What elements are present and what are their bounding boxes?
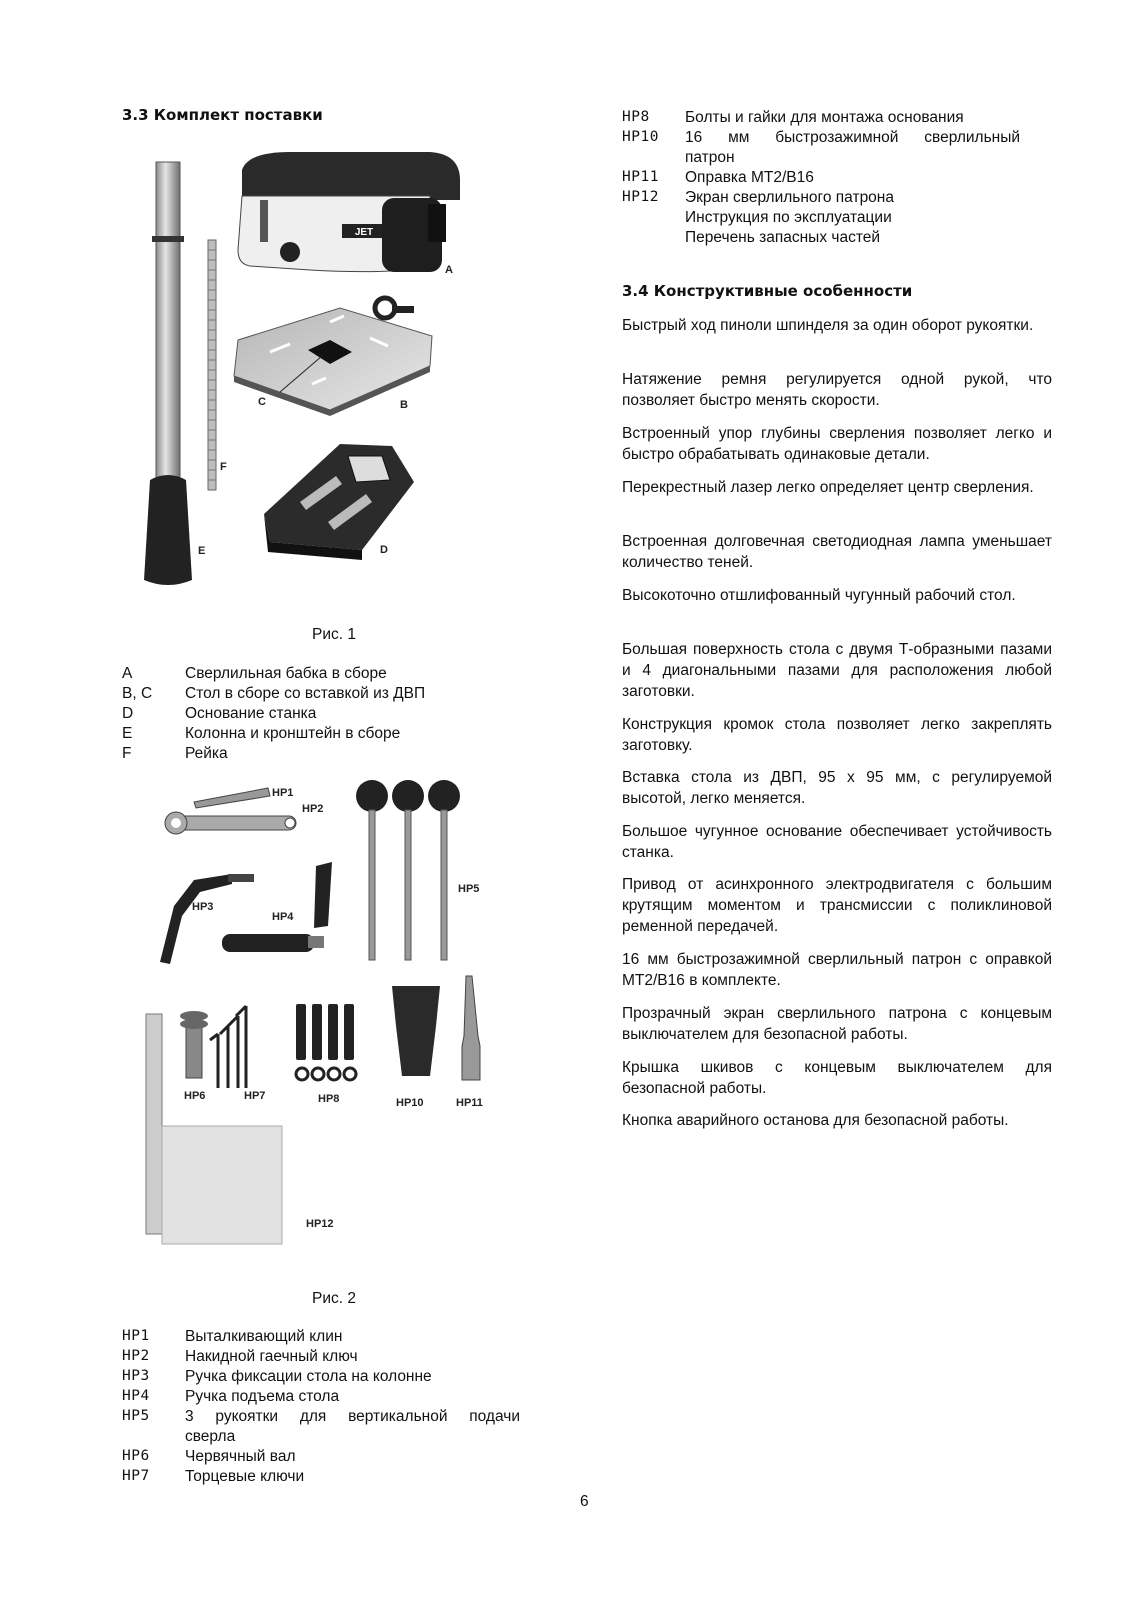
hp12-chuck-shield bbox=[146, 1014, 282, 1244]
label-a: A bbox=[445, 264, 453, 276]
legend-desc: Ручка фиксации стола на колонне bbox=[185, 1368, 432, 1385]
hp11-arbor bbox=[462, 976, 480, 1080]
feature-paragraph: Встроенный упор глубины сверления позволяет легко и быстро обрабатывать одинаковые детали. bbox=[622, 425, 1052, 463]
hp7-hex-keys bbox=[210, 1006, 246, 1088]
svg-text:HP1: HP1 bbox=[272, 787, 294, 799]
feature-paragraph: 16 мм быстрозажимной сверлильный патрон с оправкой МТ2/B16 в комплекте. bbox=[622, 951, 1052, 989]
legend-desc: Червячный вал bbox=[185, 1448, 296, 1465]
jet-brand-label: JET bbox=[354, 227, 374, 238]
svg-text:HP3: HP3 bbox=[192, 901, 214, 913]
drill-head-a bbox=[238, 152, 460, 276]
list-code: HP10 bbox=[622, 129, 659, 145]
svg-text:HP7: HP7 bbox=[244, 1090, 266, 1102]
figure-2-caption: Рис. 2 bbox=[312, 1290, 356, 1307]
feature-paragraph: Прозрачный экран сверлильного патрона с концевым выключателем для безопасной работы. bbox=[622, 1005, 1052, 1043]
legend-code: HP3 bbox=[122, 1368, 150, 1384]
list-desc-cont: патрон bbox=[685, 149, 735, 166]
list-desc: Перечень запасных частей bbox=[685, 229, 881, 246]
legend-code: HP4 bbox=[122, 1388, 150, 1404]
list-code: HP8 bbox=[622, 109, 650, 125]
list-code: HP12 bbox=[622, 189, 659, 205]
list-desc: Болты и гайки для монтажа основания bbox=[685, 109, 964, 126]
figure-2-accessories bbox=[140, 776, 520, 1264]
feature-paragraph: Конструкция кромок стола позволяет легко закреплять заготовку. bbox=[622, 716, 1052, 754]
legend-code: HP5 bbox=[122, 1408, 150, 1424]
legend-desc: Колонна и кронштейн в сборе bbox=[185, 725, 401, 742]
feature-paragraph: Крышка шкивов с концевым выключателем для безопасной работы. bbox=[622, 1059, 1052, 1097]
svg-text:HP10: HP10 bbox=[396, 1097, 424, 1109]
column-e bbox=[144, 162, 192, 585]
legend-desc: Стол в сборе со вставкой из ДВП bbox=[185, 685, 426, 702]
section-3-4-title: 3.4 Конструктивные особенности bbox=[622, 282, 913, 300]
hp6-worm-shaft bbox=[180, 1011, 208, 1078]
legend-desc: Накидной гаечный ключ bbox=[185, 1348, 358, 1365]
section-3-3-title: 3.3 Комплект поставки bbox=[122, 106, 323, 124]
legend-code: HP1 bbox=[122, 1328, 150, 1344]
hp10-keyless-chuck bbox=[392, 986, 440, 1076]
legend-desc: Рейка bbox=[185, 745, 228, 762]
figure-2-legend bbox=[122, 1327, 522, 1487]
legend-code: D bbox=[122, 705, 134, 722]
label-c: C bbox=[258, 396, 266, 408]
legend-desc: 3 рукоятки для вертикальной подачи bbox=[185, 1408, 520, 1425]
feature-paragraph: Встроенная долговечная светодиодная лампа уменьшает количество теней. bbox=[622, 533, 1052, 571]
label-f: F bbox=[220, 461, 227, 473]
svg-text:HP8: HP8 bbox=[318, 1093, 340, 1105]
table-b bbox=[234, 298, 432, 416]
svg-text:HP4: HP4 bbox=[272, 911, 294, 923]
figure-1-legend bbox=[122, 664, 522, 764]
base-d bbox=[264, 444, 414, 560]
hp8-bolts-and-nuts bbox=[296, 1004, 356, 1080]
feature-paragraph: Кнопка аварийного останова для безопасной работы. bbox=[622, 1112, 1009, 1129]
feature-paragraph: Привод от асинхронного электродвигателя с большим крутящим моментом и трансмиссии с поликлиновой ременной передачей. bbox=[622, 876, 1052, 935]
feature-paragraph: Перекрестный лазер легко определяет центр сверления. bbox=[622, 479, 1034, 496]
feature-paragraph: Натяжение ремня регулируется одной рукой, что позволяет быстро менять скорости. bbox=[622, 371, 1052, 409]
legend-desc: Торцевые ключи bbox=[185, 1468, 305, 1485]
label-d: D bbox=[380, 544, 388, 556]
list-desc: Экран сверлильного патрона bbox=[685, 189, 894, 206]
list-desc: 16 мм быстрозажимной сверлильный bbox=[685, 129, 1020, 146]
legend-code: HP7 bbox=[122, 1468, 150, 1484]
figure-1-caption: Рис. 1 bbox=[312, 626, 356, 643]
svg-text:HP5: HP5 bbox=[458, 883, 480, 895]
legend-code: E bbox=[122, 725, 133, 742]
svg-text:HP6: HP6 bbox=[184, 1090, 206, 1102]
hp1-drift-wedge bbox=[194, 788, 270, 808]
svg-text:HP2: HP2 bbox=[302, 803, 324, 815]
list-code: HP11 bbox=[622, 169, 659, 185]
legend-code: HP6 bbox=[122, 1448, 150, 1464]
rack-f bbox=[208, 240, 216, 490]
accessory-list-continued bbox=[622, 108, 1052, 246]
list-desc: Оправка МТ2/B16 bbox=[685, 169, 814, 186]
svg-text:HP11: HP11 bbox=[456, 1097, 483, 1109]
legend-code: F bbox=[122, 745, 132, 762]
hp3-locking-handle bbox=[160, 874, 232, 964]
legend-desc: Выталкивающий клин bbox=[185, 1328, 343, 1345]
figure-1-drill-press-parts bbox=[130, 140, 480, 605]
feature-paragraph: Большое чугунное основание обеспечивает устойчивость станка. bbox=[622, 823, 1052, 861]
hp5-feed-handles bbox=[356, 780, 460, 960]
label-b: B bbox=[400, 399, 408, 411]
legend-desc: Ручка подъема стола bbox=[185, 1388, 340, 1405]
legend-desc: Основание станка bbox=[185, 705, 317, 722]
legend-code: A bbox=[122, 665, 133, 682]
feature-paragraph: Вставка стола из ДВП, 95 х 95 мм, с регулируемой высотой, легко меняется. bbox=[622, 769, 1052, 807]
svg-text:HP12: HP12 bbox=[306, 1218, 334, 1230]
legend-code: B, C bbox=[122, 685, 153, 702]
feature-paragraph: Быстрый ход пиноли шпинделя за один оборот рукоятки. bbox=[622, 317, 1034, 334]
page-number: 6 bbox=[580, 1493, 589, 1510]
hp2-ring-wrench bbox=[165, 812, 296, 834]
feature-paragraph: Большая поверхность стола с двумя Т-образными пазами и 4 диагональными пазами для расположения любой заготовки. bbox=[622, 641, 1052, 700]
legend-desc-cont: сверла bbox=[185, 1428, 236, 1445]
feature-paragraph: Высокоточно отшлифованный чугунный рабочий стол. bbox=[622, 587, 1016, 604]
legend-desc: Сверлильная бабка в сборе bbox=[185, 665, 387, 682]
label-e: E bbox=[198, 545, 206, 557]
legend-code: HP2 bbox=[122, 1348, 150, 1364]
list-desc: Инструкция по эксплуатации bbox=[685, 209, 892, 226]
